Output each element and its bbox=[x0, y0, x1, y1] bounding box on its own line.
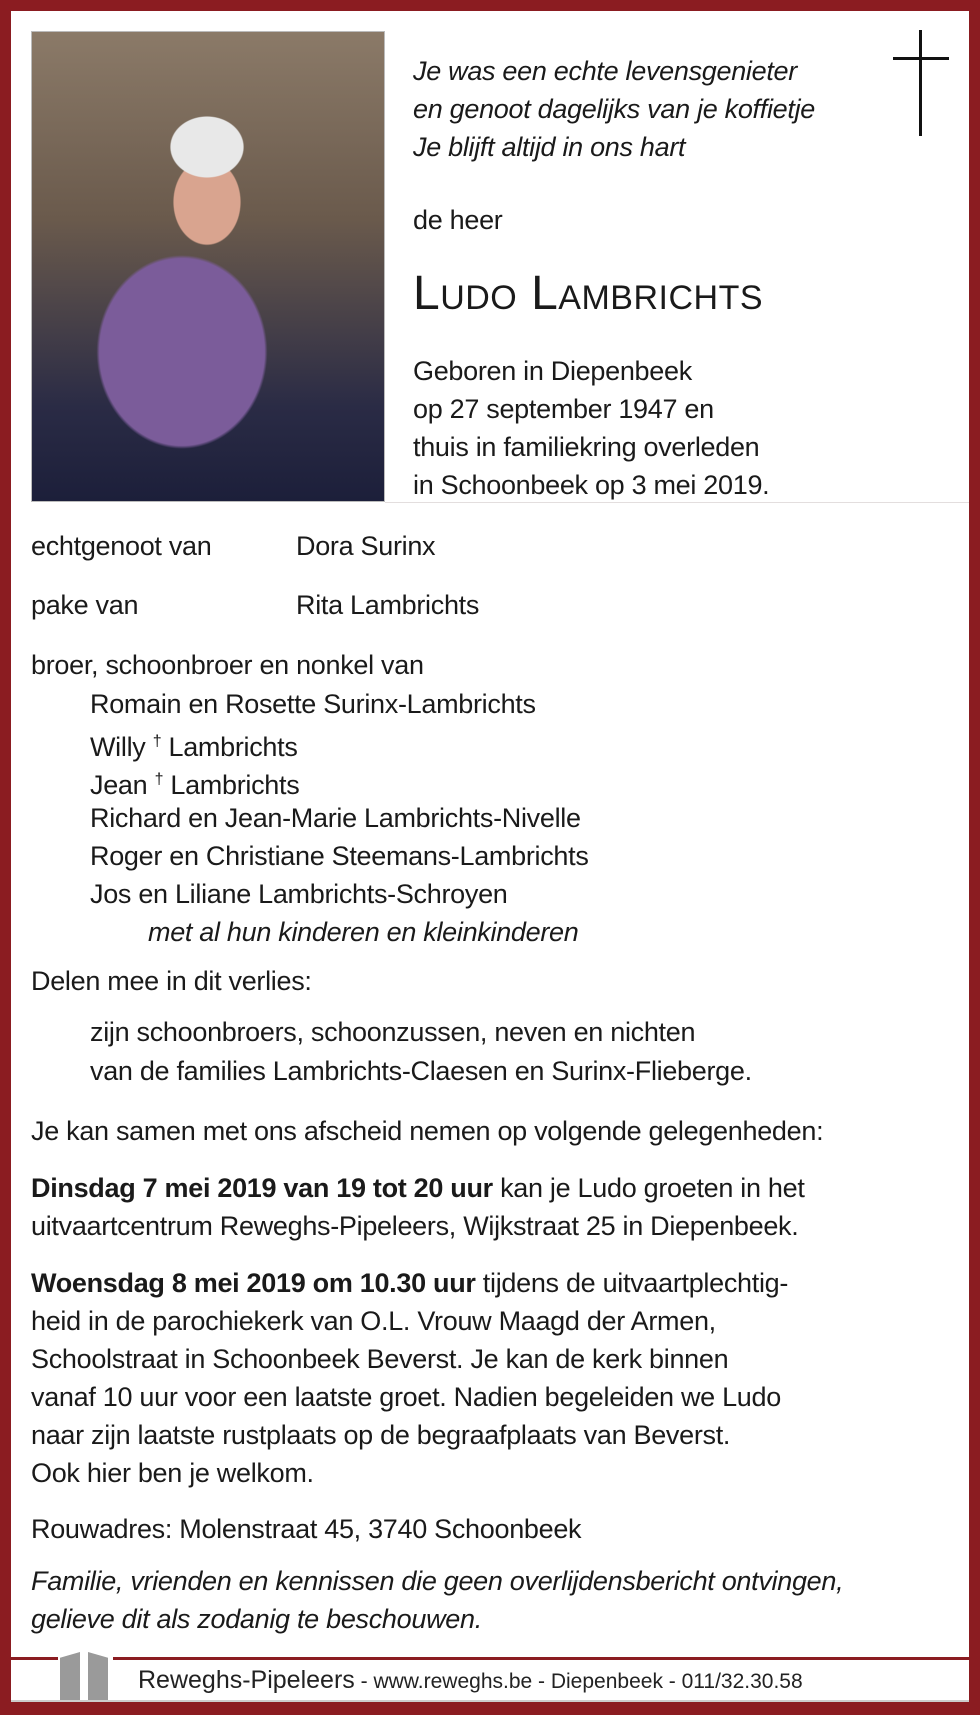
birth-line: in Schoonbeek op 3 mei 2019. bbox=[413, 470, 770, 500]
birth-line: thuis in familiekring overleden bbox=[413, 432, 760, 462]
deceased-name: Ludo Lambrichts bbox=[413, 267, 764, 320]
sibling-last: Lambrichts bbox=[170, 770, 300, 800]
honorific: de heer bbox=[413, 205, 503, 235]
footer-contact bbox=[138, 1662, 803, 1700]
sibling-line bbox=[90, 761, 299, 804]
sibling-line: Roger en Christiane Steemans-Lambrichts bbox=[90, 841, 589, 871]
birth-line: Geboren in Diepenbeek bbox=[413, 356, 692, 386]
event2-line: vanaf 10 uur voor een laatste groet. Nadien begeleiden we Ludo bbox=[31, 1382, 781, 1412]
event2-line: Ook hier ben je welkom. bbox=[31, 1458, 314, 1488]
ceremony-intro: Je kan samen met ons afscheid nemen op volgende gelegenheden: bbox=[31, 1116, 824, 1146]
event1-line bbox=[31, 1169, 805, 1207]
footer-details: www.reweghs.be - Diepenbeek - 011/32.30.58 bbox=[373, 1670, 803, 1693]
footer-separator: - bbox=[354, 1670, 374, 1693]
cross-icon bbox=[919, 30, 922, 136]
relation-label: pake van bbox=[31, 590, 139, 620]
verse-line: Je was een echte levensgenieter bbox=[413, 56, 797, 86]
deceased-mark: † bbox=[152, 733, 162, 750]
share-heading: Delen mee in dit verlies: bbox=[31, 966, 312, 996]
sibling-last: Lambrichts bbox=[168, 732, 298, 762]
sibling-first: Willy bbox=[90, 732, 146, 762]
relation-label: echtgenoot van bbox=[31, 531, 212, 561]
birth-line: op 27 september 1947 en bbox=[413, 394, 714, 424]
cross-icon-bar bbox=[893, 57, 949, 60]
event2-text: tijdens de uitvaartplechtig- bbox=[475, 1268, 789, 1298]
footer-company: Reweghs-Pipeleers bbox=[138, 1666, 355, 1694]
event1-date: Dinsdag 7 mei 2019 van 19 tot 20 uur bbox=[31, 1173, 493, 1203]
footer-rule-bottom bbox=[11, 1700, 969, 1702]
portrait-photo bbox=[31, 31, 385, 502]
siblings-note: met al hun kinderen en kleinkinderen bbox=[148, 917, 579, 947]
event2-line: heid in de parochiekerk van O.L. Vrouw Maagd der Armen, bbox=[31, 1306, 716, 1336]
event2-line: Schoolstraat in Schoonbeek Beverst. Je kan de kerk binnen bbox=[31, 1344, 729, 1374]
share-line: van de families Lambrichts-Claesen en Surinx-Flieberge. bbox=[90, 1056, 752, 1086]
closing-line: Familie, vrienden en kennissen die geen overlijdensbericht ontvingen, bbox=[31, 1566, 844, 1596]
event2-date: Woensdag 8 mei 2019 om 10.30 uur bbox=[31, 1268, 476, 1298]
siblings-heading: broer, schoonbroer en nonkel van bbox=[31, 650, 424, 680]
sibling-line: Jos en Liliane Lambrichts-Schroyen bbox=[90, 879, 508, 909]
relation-value: Rita Lambrichts bbox=[296, 590, 480, 620]
sibling-first: Jean bbox=[90, 770, 148, 800]
event2-line bbox=[31, 1264, 788, 1302]
sibling-line: Richard en Jean-Marie Lambrichts-Nivelle bbox=[90, 803, 581, 833]
divider bbox=[385, 502, 969, 503]
mourning-address: Rouwadres: Molenstraat 45, 3740 Schoonbeek bbox=[31, 1514, 582, 1544]
deceased-mark: † bbox=[154, 771, 164, 788]
relation-value: Dora Surinx bbox=[296, 531, 436, 561]
share-line: zijn schoonbroers, schoonzussen, neven en nichten bbox=[90, 1017, 696, 1047]
event1-line: uitvaartcentrum Reweghs-Pipeleers, Wijkstraat 25 in Diepenbeek. bbox=[31, 1211, 799, 1241]
event2-line: naar zijn laatste rustplaats op de begraafplaats van Beverst. bbox=[31, 1420, 731, 1450]
verse-line: en genoot dagelijks van je koffietje bbox=[413, 94, 815, 124]
footer-rule bbox=[11, 1657, 969, 1660]
sibling-line bbox=[90, 723, 298, 766]
verse-line: Je blijft altijd in ons hart bbox=[413, 132, 686, 162]
event1-text: kan je Ludo groeten in het bbox=[492, 1173, 805, 1203]
sibling-line: Romain en Rosette Surinx-Lambrichts bbox=[90, 689, 536, 719]
funeral-home-logo-icon bbox=[58, 1648, 113, 1700]
closing-line: gelieve dit als zodanig te beschouwen. bbox=[31, 1604, 482, 1634]
